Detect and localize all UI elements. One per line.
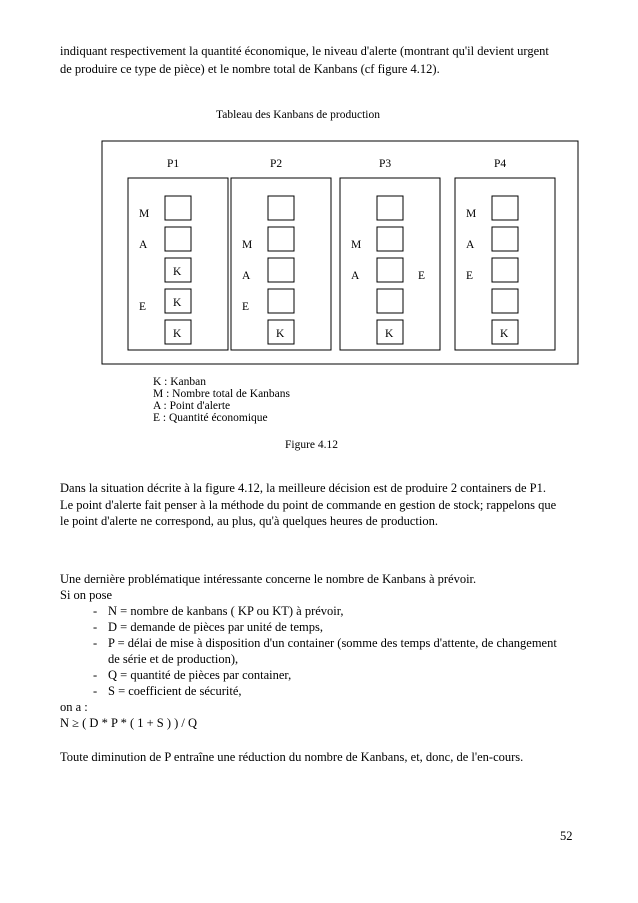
bullet-item: D = demande de pièces par unité de temps, — [108, 620, 323, 634]
paragraph-1-line: Le point d'alerte fait penser à la méthode du point de commande en gestion de stock; rappelons que — [60, 498, 557, 512]
bullet-item: Q = quantité de pièces par container, — [108, 668, 292, 682]
product-group-p2 — [231, 158, 331, 350]
product-group-p1 — [128, 158, 228, 350]
kanban-slot — [268, 258, 294, 282]
kanban-slot — [492, 196, 518, 220]
product-name: P2 — [270, 158, 283, 170]
kanban-slot — [377, 258, 403, 282]
kanban-card-label: K — [276, 328, 285, 340]
kanban-slot — [377, 289, 403, 313]
bullet-dash: - — [93, 604, 98, 618]
product-name: P4 — [494, 158, 507, 170]
kanban-slot — [492, 289, 518, 313]
bullet-dash: - — [93, 668, 98, 682]
bullet-item-continuation: de série et de production), — [108, 652, 239, 666]
bullet-dash: - — [93, 684, 98, 698]
formula: N ≥ ( D * P * ( 1 + S ) ) / Q — [60, 716, 198, 730]
kanban-card-label: K — [173, 266, 182, 278]
kanban-slot — [377, 227, 403, 251]
row-label: M — [466, 208, 477, 220]
kanban-card-label: K — [500, 328, 509, 340]
row-label: A — [466, 239, 475, 251]
product-group-p3 — [340, 158, 440, 350]
row-label-right: E — [418, 270, 426, 282]
bullet-item: P = délai de mise à disposition d'un container (somme des temps d'attente, de changement — [108, 636, 557, 650]
row-label: E — [466, 270, 474, 282]
legend-item: E : Quantité économique — [153, 412, 268, 424]
kanban-slot — [492, 227, 518, 251]
row-label: A — [242, 270, 251, 282]
row-label: M — [139, 208, 150, 220]
legend-item: M : Nombre total de Kanbans — [153, 388, 291, 400]
bullet-dash: - — [93, 636, 98, 650]
product-name: P1 — [167, 158, 180, 170]
legend-item: K : Kanban — [153, 376, 207, 388]
intro-line-2: de produire ce type de pièce) et le nombre total de Kanbans (cf figure 4.12). — [60, 62, 440, 76]
on-a-text: on a : — [60, 700, 88, 714]
product-groups — [128, 158, 555, 350]
paragraph-1-line: le point d'alerte ne correspond, au plus, qu'à quelques heures de production. — [60, 514, 439, 528]
kanban-slot — [268, 289, 294, 313]
bullet-dash: - — [93, 620, 98, 634]
intro-line-1: indiquant respectivement la quantité économique, le niveau d'alerte (montrant qu'il devient urgent — [60, 44, 549, 58]
product-group-p4 — [455, 158, 555, 350]
product-name: P3 — [379, 158, 392, 170]
kanban-card-label: K — [385, 328, 394, 340]
row-label: A — [351, 270, 360, 282]
table-title: Tableau des Kanbans de production — [216, 109, 380, 121]
kanban-slot — [165, 196, 191, 220]
row-label: A — [139, 239, 148, 251]
row-label: E — [139, 301, 147, 313]
paragraph-2-line: Si on pose — [60, 588, 113, 602]
kanban-card-label: K — [173, 297, 182, 309]
kanban-card-label: K — [173, 328, 182, 340]
row-label: E — [242, 301, 250, 313]
kanban-slot — [377, 196, 403, 220]
row-label: M — [351, 239, 362, 251]
figure-caption: Figure 4.12 — [285, 439, 339, 451]
row-label: M — [242, 239, 253, 251]
paragraph-1-line: Dans la situation décrite à la figure 4.12, la meilleure décision est de produire 2 containers de P1. — [60, 481, 546, 495]
kanban-slot — [492, 258, 518, 282]
kanban-slot — [268, 227, 294, 251]
paragraph-2-line: Une dernière problématique intéressante concerne le nombre de Kanbans à prévoir. — [60, 572, 477, 586]
bullet-item: N = nombre de kanbans ( KP ou KT) à prévoir, — [108, 604, 344, 618]
legend-item: A : Point d'alerte — [153, 400, 231, 412]
bullet-item: S = coefficient de sécurité, — [108, 684, 242, 698]
kanban-slot — [268, 196, 294, 220]
kanban-slot — [165, 227, 191, 251]
paragraph-3: Toute diminution de P entraîne une réduction du nombre de Kanbans, et, donc, de l'en-cours. — [60, 750, 524, 764]
page-number: 52 — [560, 829, 573, 843]
